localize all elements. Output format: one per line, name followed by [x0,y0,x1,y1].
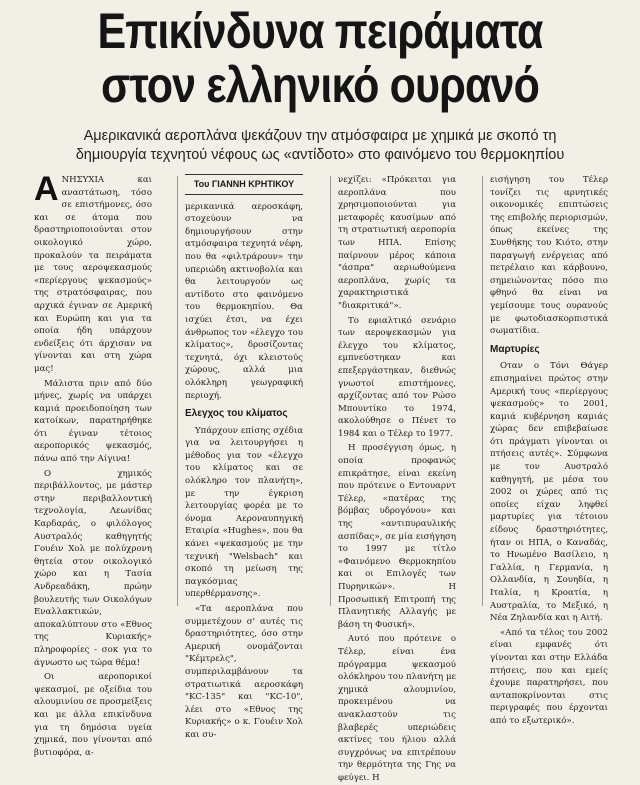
paragraph: Μάλιστα πριν από δύο μήνες, χωρίς να υπάρχει καμιά προειδοποίηση των κατοίκων, παρατηρήθηκε ότι έγιναν τέτοιος αεροπορικός ψεκασμός, πάνω από την Αίγινα! [34,378,152,465]
headline-line-1: Επικίνδυνα πειράματα [97,3,543,59]
article-column-1 [34,170,152,758]
paragraph: Οι αεροπορικοί ψεκασμοί, με οξείδια του αλουμινίου σε προσμείξεις και με άλλα επικίνδυνα για τη δημόσια υγεία χημικά, που γίνονται από βυτιοφόρα, α- [34,672,152,758]
subhead-line-2: δημιουργία τεχνητού νέφους ως «αντίδοτο» στο φαινόμενο του θερμοκηπίου [75,147,565,163]
article-column-4 [490,174,608,726]
section-subtitle: Ελεγχος του κλίματος [185,408,288,420]
paragraph: Οταν ο Τόνι Θάγερ επισημαίνει πρώτος στην Αμερική τους «περίεργους ψεκασμούς» το 2001, καμιά κυβέρνηση καμιάς χώρας δεν επιβεβαίωσε ότι πράγματι γίνονται οι πτήσεις αυτές». Σύμφωνα με τον Αυστραλό καθηγητή, με μέσα του 2002 οι χώρες από τις οποίες είχαν ληφθεί μαρτυρίες για τέτοιου είδους δραστηριότητες, ήταν οι ΗΠΑ, ο Καναδάς, το Ηνωμένο Βασίλειο, η Γαλλία, η Γερμανία, η Ολλανδία, η Σουηδία, η Ιταλία, η Κροατία, η Αυστραλία, το Μεξικό, η Νέα Ζηλανδία και η Αιτή. [490,361,608,624]
headline-line-2: στον ελληνικό ουρανό [101,57,539,113]
drop-cap: Α [34,170,59,208]
article-column-2 [185,174,303,740]
column-rule [482,176,483,606]
subhead-line-1: Αμερικανικά αεροπλάνα ψεκάζουν την ατμόσφαιρα με χημικά με σκοπό τη [83,128,557,144]
paragraph: Ο χημικός περιβάλλοντος, με μάστερ στην περιβαλλοντική τεχνολογία, Λεωνίδας Καρδαράς, ο φιλόλογος Αυστραλός καθηγητής Γουέιν Χολ με πολύχρονη θητεία στον οικολογικό χώρο και η Τασία Ανδρεαδάκη, πρώην βουλευτής των Οικολόγων Εναλλακτικών, αποκαλύπτουν στο «Εθνος της Κυριακής» πληροφορίες - σοκ για το άγνωστο ως τώρα θέμα! [34,468,152,668]
paragraph: Υπάρχουν επίσης σχέδια για να λειτουργήσει η μέθοδος για τον «έλεγχο του κλίματος και σε ολόκληρο τον πλανήτη», με την έγκριση λειτουργίας φορέα με το όνομα Αεροναυπηγική Εταιρία «Hughes», που θα κάνει «ψεκασμούς με την τεχνική "Welsbach" και σκοπό τη μείωση της παγκόσμιας υπερθέρμανσης». [185,425,303,600]
column-rule [177,176,178,606]
paragraph: νεχίζει: «Πρόκειται για αεροπλάνα που χρησιμοποιούνται για μεταφορές καυσίμων από τη στρατιωτική αεροπορία των ΗΠΑ. Επίσης παίρνουν μέρος κάποια "άσπρα" αεριωθούμενα αεροπλάνα, χωρίς τα χαρακτηριστικά "διακριτικά"». [338,175,456,311]
paragraph: εισήγηση του Τέλερ τονίζει τις αρνητικές οικονομικές επιπτώσεις της επιβολής περιορισμών, όπως εκείνες της Συνθήκης του Κιότο, στην παραγωγή ενέργειας από πετρέλαιο και κάρβουνο, σημειώνοντας πόσο πιο φθηνό θα είναι να γεμίσουμε τους ουρανούς με φωτοδιασκορπιστικά σωματίδια. [490,175,608,337]
byline: Του ΓΙΑΝΝΗ ΚΡΗΤΙΚΟΥ [185,174,303,195]
paragraph: Το εφιαλτικό σενάριο των αεροψεκασμών για έλεγχο του κλίματος, εμπνεύστηκαν και επεξεργάστηκαν, διεθνώς γνωστοί επιστήμονες, αρχίζοντας από τον Ρώσο Μπουντίκο το 1974, ακολούθησε ο Πένετ το 1984 και ο Τέλερ το 1977. [338,315,456,439]
column-rule [330,176,331,606]
paragraph: «Τα αεροπλάνα που συμμετέχουν σ' αυτές τις δραστηριότητες, όσο στην Αμερική ονομάζονται "Κέμτρελς", συμπεριλαμβάνουν τα στρατιωτικά αεροσκάφη "ΚC-135" και "ΚC-10", λέει στο «Εθνος της Κυριακής» ο κ. Γουέιν Χολ και συ- [185,604,303,740]
paragraph: Η προσέγγιση όμως, η οποία προφανώς επικράτησε, είναι εκείνη που πρότεινε ο Εντουαρντ Τέλερ, «πατέρας της βόμβας υδρογόνου» και της «αντιπυραυλικής ασπίδας», σε μία εισήγηση το 1997 με τίτλο «Φαινόμενο Θερμοκηπίου και οι Επιλογές των Πυρηνικών». Η Προσωπική Επιτροπή της Πλανητικής Αλλαγής με βάση τη Φυσική». [338,443,456,630]
paragraph: Αυτό που πρότεινε ο Τέλερ, είναι ένα πρόγραμμα ψεκασμού ολόκληρου του πλανήτη με χημικά αλουμινίου, προκειμένου να ανακλαστούν τις βλαβερές υπεριώδεις ακτίνες του ήλιου αλλά συγχρόνως να επιτρέπουν την θερμότητα της Γης να φεύγει. Η [338,634,456,783]
paragraph: μερικανικά αεροσκάφη, στοχεύουν να δημιουργήσουν στην ατμόσφαιρα τεχνητά νέφη, που θα «φιλτράρουν» την υπεριώδη ακτινοβολία και θα λειτουργούν ως αντίδοτο στο φαινόμενο του θερμοκηπίου. Θα ισχύει έτσι, να έχει άνθρωπος τον «έλεγχο του κλίματος», δροσίζοντας τεχνητά, όχι κλειστούς χώρους, αλλά μια ολόκληρη γεωγραφική περιοχή. [185,201,303,401]
article-column-3 [338,174,456,783]
paragraph: ΝΗΣΥΧΙΑ και αναστάτωση, τόσο σε επιστήμονες, όσο και σε άτομα που δραστηριοποιούνται στον οικολογικό χώρο, προκαλούν τα πειράματα με τους αεροψεκασμούς «περίεργους ψεκασμούς» της στρατόσφαιρας, που αρχικά έγιναν σε Αμερική και Ευρώπη και για τα οποία ήδη υπάρχουν ενδείξεις ότι άρχισαν να γίνονται και στη χώρα μας! [34,175,152,374]
section-subtitle: Μαρτυρίες [490,343,540,355]
paragraph: «Από τα τέλος του 2002 είναι εμφανές ότι γίνονται και στην Ελλάδα πτήσεις, που και εμείς έχουμε παρατηρήσει, που ανταποκρίνονται στις περιγραφές που έρχονται από το εξωτερικό». [490,627,608,726]
